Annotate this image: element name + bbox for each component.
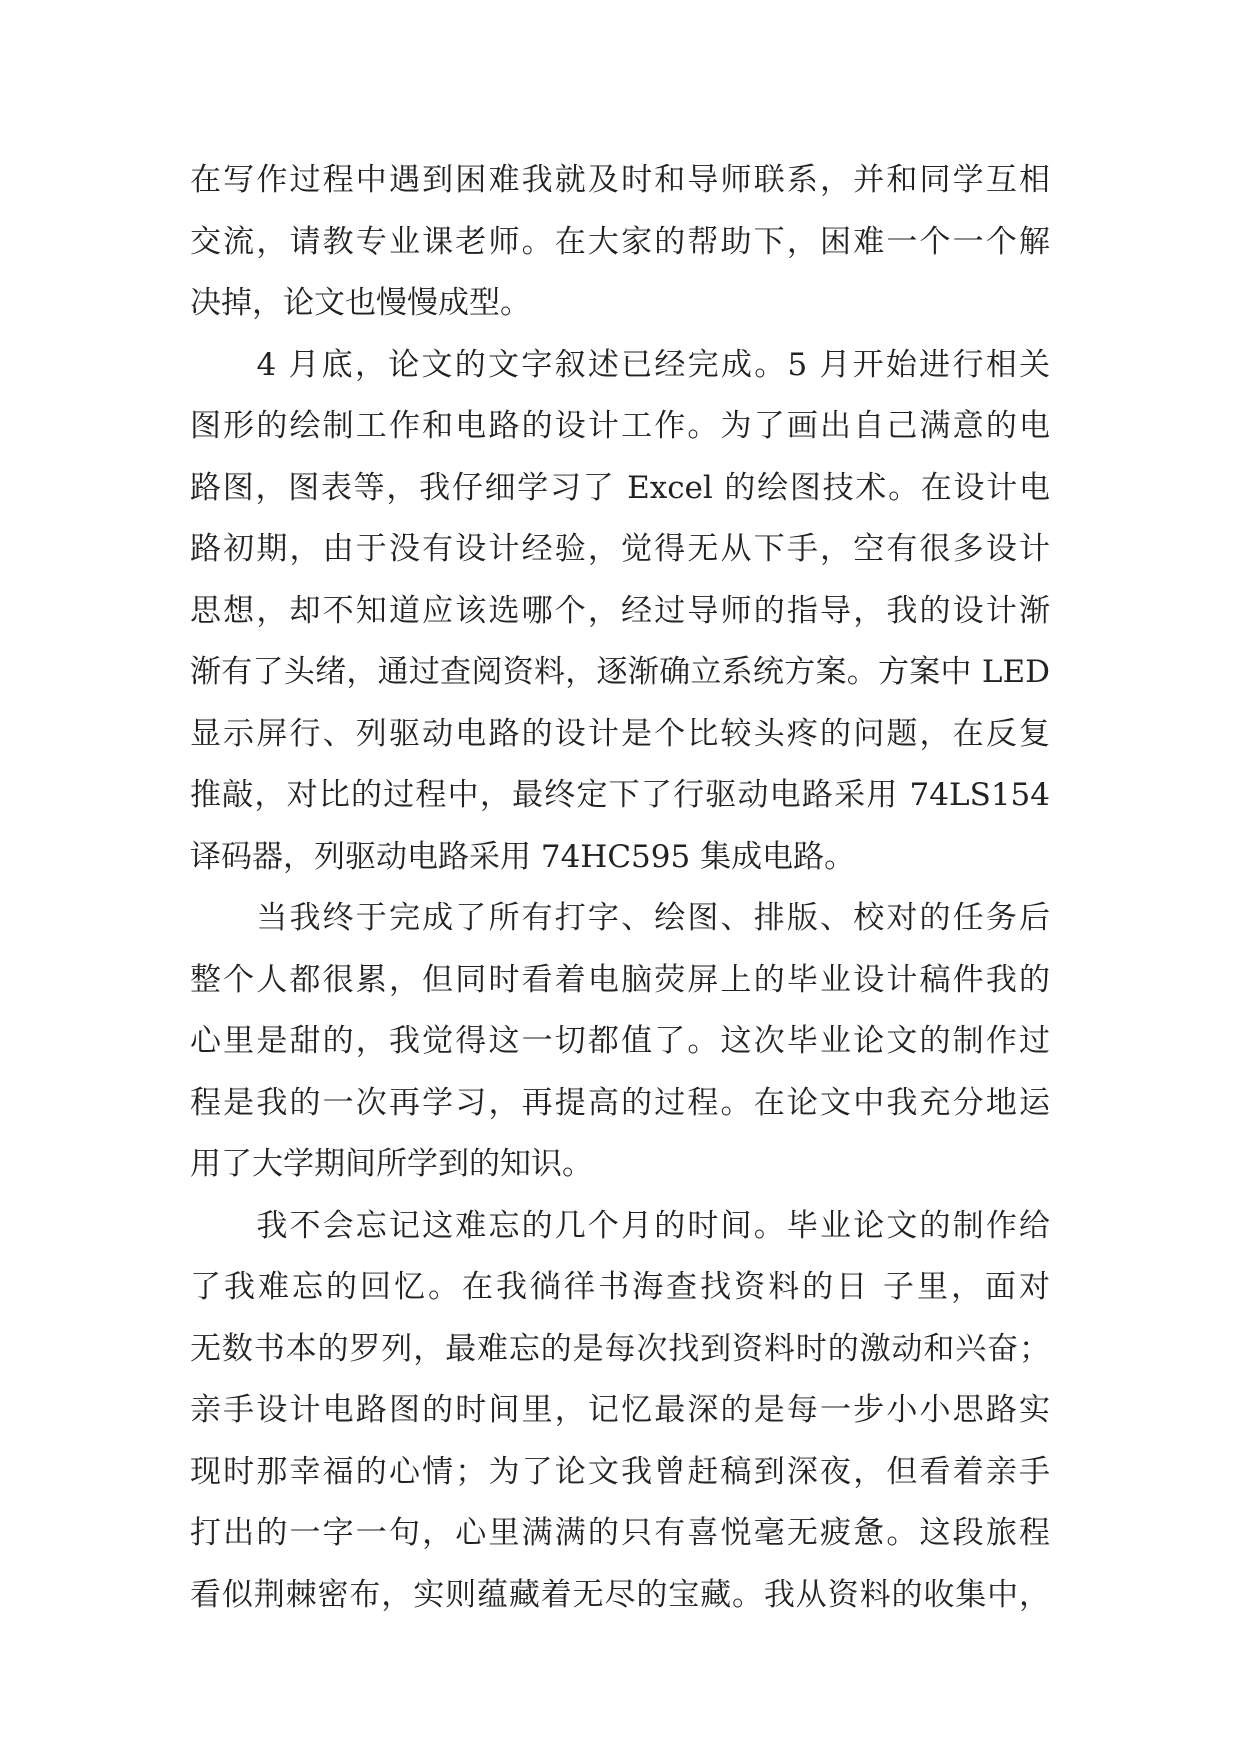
body-text (190, 150, 1050, 1626)
text-line: 决掉，论文也慢慢成型。 (190, 285, 531, 321)
text-line: 推敲，对比的过程中，最终定下了行驱动电路采用 74LS154 (190, 777, 1050, 813)
text-line: 整个人都很累，但同时看着电脑荧屏上的毕业设计稿件我的 (190, 961, 1050, 998)
text-line: 思想，却不知道应该选哪个，经过导师的指导，我的设计渐 (190, 592, 1050, 629)
text-line: 图形的绘制工作和电路的设计工作。为了画出自己满意的电 (190, 408, 1050, 444)
text-line: 路初期，由于没有设计经验，觉得无从下手，空有很多设计 (190, 531, 1050, 567)
text-line: 在写作过程中遇到困难我就及时和导师联系，并和同学互相 (190, 162, 1050, 198)
paragraph-4 (190, 1196, 1050, 1627)
text-line: 打出的一字一句，心里满满的只有喜悦毫无疲惫。这段旅程 (190, 1515, 1050, 1551)
text-line: 心里是甜的，我觉得这一切都值了。这次毕业论文的制作过 (190, 1023, 1050, 1059)
text-line: 了我难忘的回忆。在我徜徉书海查找资料的日 子里，面对 (190, 1269, 1050, 1305)
text-line: 当我终于完成了所有打字、绘图、排版、校对的任务后 (190, 900, 1050, 936)
text-line: 交流，请教专业课老师。在大家的帮助下，困难一个一个解 (190, 223, 1050, 260)
text-line: 无数书本的罗列，最难忘的是每次找到资料时的激动和兴奋； (190, 1330, 1050, 1367)
paragraph-1 (190, 150, 1050, 335)
text-line: 显示屏行、列驱动电路的设计是个比较头疼的问题，在反复 (190, 715, 1050, 752)
text-line: 亲手设计电路图的时间里，记忆最深的是每一步小小思路实 (190, 1392, 1050, 1428)
text-line: 译码器，列驱动电路采用 74HC595 集成电路。 (190, 838, 856, 875)
text-line: 用了大学期间所学到的知识。 (190, 1146, 593, 1182)
text-line: 路图，图表等，我仔细学习了 Excel 的绘图技术。在设计电 (190, 469, 1050, 506)
paragraph-3 (190, 888, 1050, 1196)
text-line: 我不会忘记这难忘的几个月的时间。毕业论文的制作给 (190, 1207, 1050, 1244)
text-line: 4 月底，论文的文字叙述已经完成。5 月开始进行相关 (190, 346, 1050, 383)
text-line: 程是我的一次再学习，再提高的过程。在论文中我充分地运 (190, 1084, 1050, 1121)
paragraph-2 (190, 335, 1050, 889)
text-line: 渐有了头绪，通过查阅资料，逐渐确立系统方案。方案中 LED (190, 654, 1050, 690)
text-line: 现时那幸福的心情；为了论文我曾赶稿到深夜，但看着亲手 (190, 1453, 1050, 1490)
text-line: 看似荆棘密布，实则蕴藏着无尽的宝藏。我从资料的收集中， (190, 1576, 1050, 1613)
